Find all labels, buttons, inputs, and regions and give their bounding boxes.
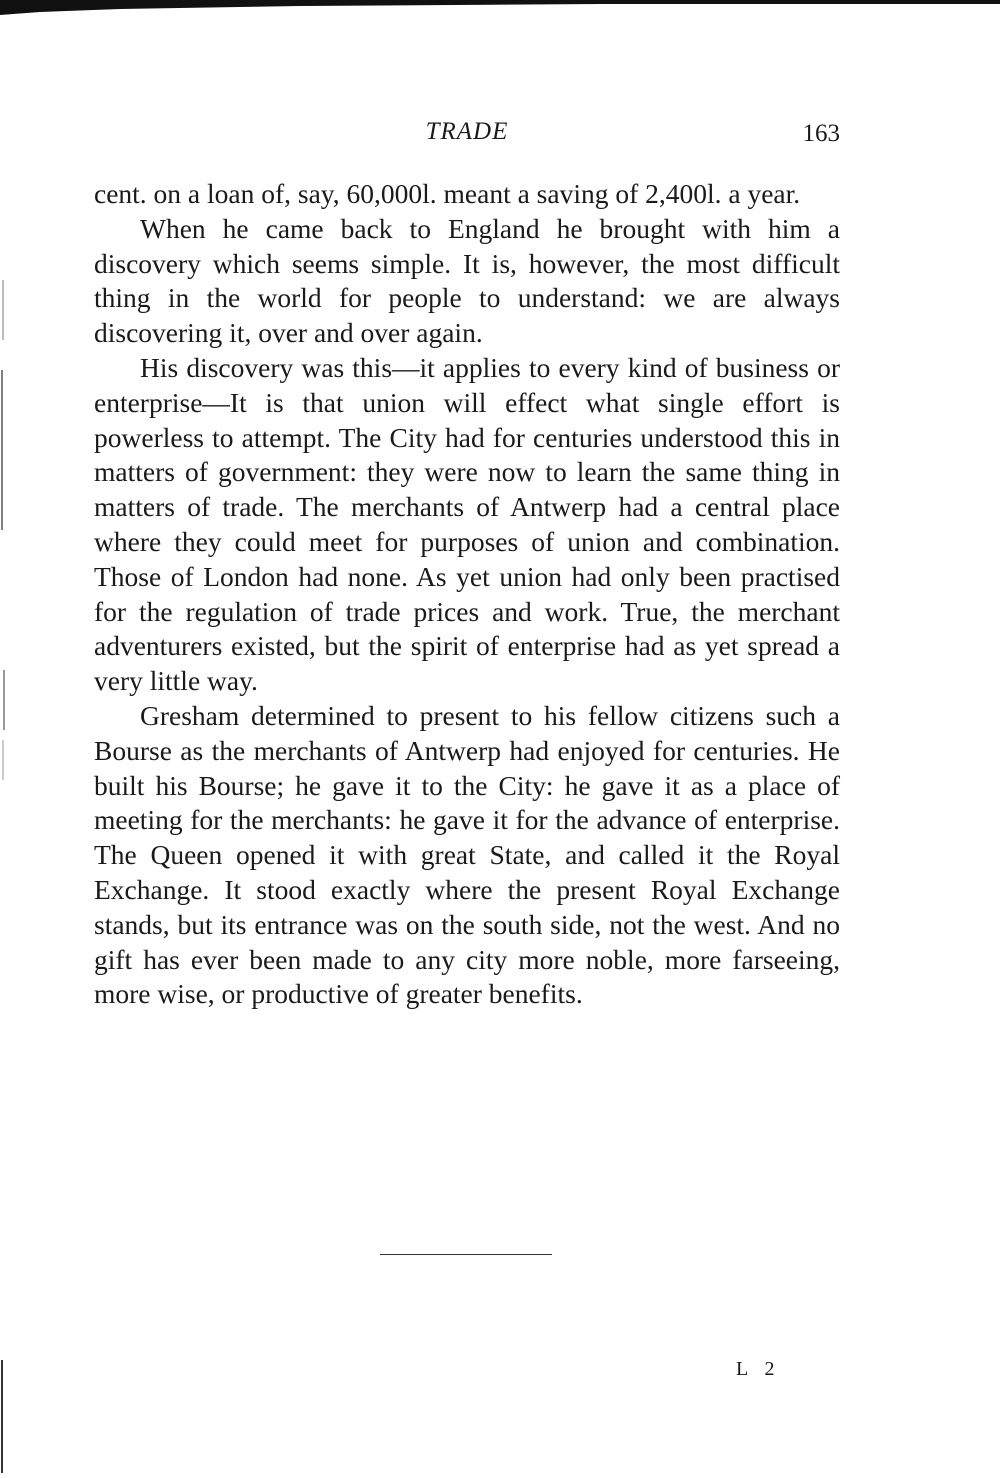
signature-mark: L 2 xyxy=(736,1358,781,1380)
paragraph-continuation: cent. on a loan of, say, 60,000l. meant a saving of 2,400l. a year. xyxy=(94,178,801,209)
page-left-edge xyxy=(0,280,10,1473)
paragraph-union: His discovery was this—it applies to every kind of business or enterprise—It is that union will effect what single effort is powerless to attempt. The City had for centuries understood this in matters of government: they were now to learn the same thing in matters of trade. The merchants of Antwerp had a central place where they could meet for purposes of union and combination. Those of London had none. As yet union had only been practised for the regulation of trade prices and work. True, the merchant adventurers existed, but the spirit of enterprise had as yet spread a very little way. xyxy=(94,351,840,697)
running-title: TRADE xyxy=(425,118,509,145)
page-top-edge xyxy=(0,0,1000,16)
paragraph-discovery: When he came back to England he brought with him a discovery which seems simple. It is, however, the most difficult thing in the world for people to understand: we are always discovering it, over and over again. xyxy=(94,212,840,349)
body-text xyxy=(94,177,840,1012)
section-end-rule xyxy=(380,1254,552,1255)
page-number: 163 xyxy=(802,120,840,147)
running-head xyxy=(94,118,840,158)
paragraph-bourse: Gresham determined to present to his fellow citizens such a Bourse as the merchants of Antwerp had enjoyed for centuries. He built his Bourse; he gave it to the City: he gave it as a place of meeting for the merchants: he gave it for the advance of enterprise. The Queen opened it with great State, and called it the Royal Exchange. It stood exactly where the present Royal Exchange stands, but its entrance was on the south side, not the west. And no gift has ever been made to any city more noble, more farseeing, more wise, or productive of greater benefits. xyxy=(94,699,840,1010)
